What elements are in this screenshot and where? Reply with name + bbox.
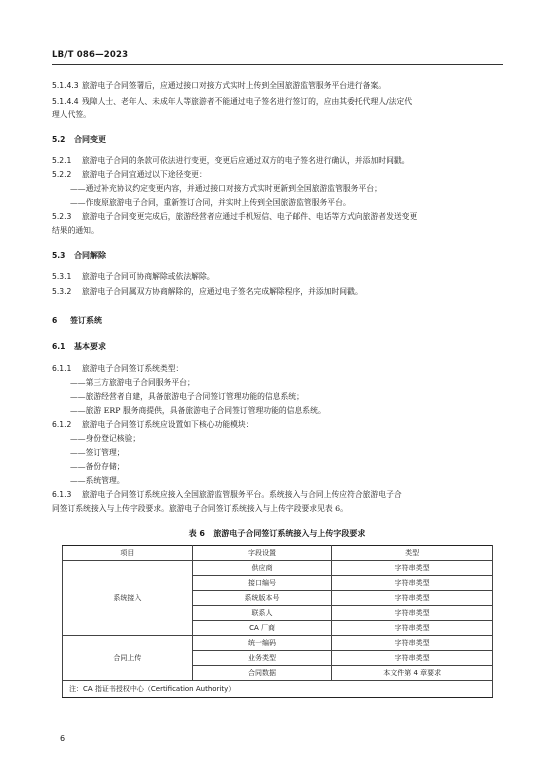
clause-5-1-4-4: 5.1.4.4 残障人士、老年人、未成年人等旅游者不能通过电子签名进行签订的，应由其委托代理人/法定代: [52, 97, 413, 106]
list-item: ——备份存储；: [70, 462, 125, 471]
table-caption: 表 6 旅游电子合同签订系统接入与上传字段要求: [188, 529, 366, 538]
clause-6-1-3: 6.1.3 旅游电子合同签订系统应接入全国旅游监管服务平台。系统接入与合同上传应符合旅游电子合: [52, 490, 402, 499]
field-cell: 合同数据: [192, 666, 332, 681]
section-6-heading: 6 签订系统: [52, 316, 102, 325]
column-header: 项目: [63, 546, 193, 561]
section-5-2-heading: 5.2 合同变更: [52, 135, 106, 144]
field-cell: 业务类型: [192, 651, 332, 666]
section-5-3-heading: 5.3 合同解除: [52, 251, 106, 260]
type-cell: 字符串类型: [332, 561, 493, 576]
field-cell: 接口编号: [192, 576, 332, 591]
table-note: 注：CA 指证书授权中心（Certification Authority）: [63, 681, 493, 698]
group-cell: 合同上传: [63, 636, 193, 681]
table-row: [63, 636, 493, 651]
field-cell: 系统版本号: [192, 591, 332, 606]
table-note-row: [63, 681, 493, 698]
clause-5-2-1: 5.2.1 旅游电子合同的条款可依法进行变更，变更后应通过双方的电子签名进行确认，并添加时间戳。: [52, 156, 410, 165]
type-cell: 本文件第 4 章要求: [332, 666, 493, 681]
table-header-row: [63, 546, 493, 561]
field-cell: CA 厂商: [192, 621, 332, 636]
field-cell: 统一编码: [192, 636, 332, 651]
column-header: 字段设置: [192, 546, 332, 561]
type-cell: 字符串类型: [332, 651, 493, 666]
column-header: 类型: [332, 546, 493, 561]
table-row: [63, 561, 493, 576]
clause-5-1-4-3: 5.1.4.3 旅游电子合同签署后，应通过接口对接方式实时上传到全国旅游监管服务平台进行备案。: [52, 81, 387, 90]
list-item: ——系统管理。: [70, 476, 125, 485]
clause-6-1-2: 6.1.2 旅游电子合同签订系统应设置如下核心功能模块：: [52, 420, 254, 429]
fields-table: [62, 545, 493, 698]
type-cell: 字符串类型: [332, 591, 493, 606]
clause-6-1-1: 6.1.1 旅游电子合同签订系统类型：: [52, 364, 184, 373]
clause-5-2-2: 5.2.2 旅游电子合同宜通过以下途径变更：: [52, 170, 207, 179]
clause-6-1-3-cont: 同签订系统接入与上传字段要求。旅游电子合同签订系统接入与上传字段要求见表 6。: [52, 504, 348, 513]
field-cell: 联系人: [192, 606, 332, 621]
list-item: ——第三方旅游电子合同服务平台；: [70, 378, 195, 387]
clause-5-2-3-cont: 结果的通知。: [52, 226, 99, 235]
list-item: ——签订管理；: [70, 448, 125, 457]
standard-code: LB/T 086—2023: [52, 50, 129, 60]
list-item: ——旅游经营者自建，具备旅游电子合同签订管理功能的信息系统；: [70, 392, 304, 401]
field-cell: 供应商: [192, 561, 332, 576]
header-rule: [52, 64, 503, 65]
list-item: ——通过补充协议约定变更内容，并通过接口对接方式实时更新到全国旅游监管服务平台；: [70, 184, 382, 193]
type-cell: 字符串类型: [332, 606, 493, 621]
clause-5-2-3: 5.2.3 旅游电子合同变更完成后，旅游经营者应通过手机短信、电子邮件、电话等方式向旅游者发送变更: [52, 212, 418, 221]
list-item: ——身份登记核验；: [70, 434, 141, 443]
type-cell: 字符串类型: [332, 621, 493, 636]
list-item: ——作废原旅游电子合同，重新签订合同，并实时上传到全国旅游监管服务平台。: [70, 198, 351, 207]
group-cell: 系统接入: [63, 561, 193, 636]
clause-5-3-1: 5.3.1 旅游电子合同可协商解除或依法解除。: [52, 272, 215, 281]
type-cell: 字符串类型: [332, 576, 493, 591]
clause-5-1-4-4-cont: 理人代签。: [52, 110, 91, 119]
clause-5-3-2: 5.3.2 旅游电子合同属双方协商解除的，应通过电子签名完成解除程序，并添加时间戳。: [52, 287, 363, 296]
type-cell: 字符串类型: [332, 636, 493, 651]
page-number: 6: [60, 734, 66, 743]
section-6-1-heading: 6.1 基本要求: [52, 342, 106, 351]
list-item: ——旅游 ERP 服务商提供，具备旅游电子合同签订管理功能的信息系统。: [70, 406, 326, 415]
